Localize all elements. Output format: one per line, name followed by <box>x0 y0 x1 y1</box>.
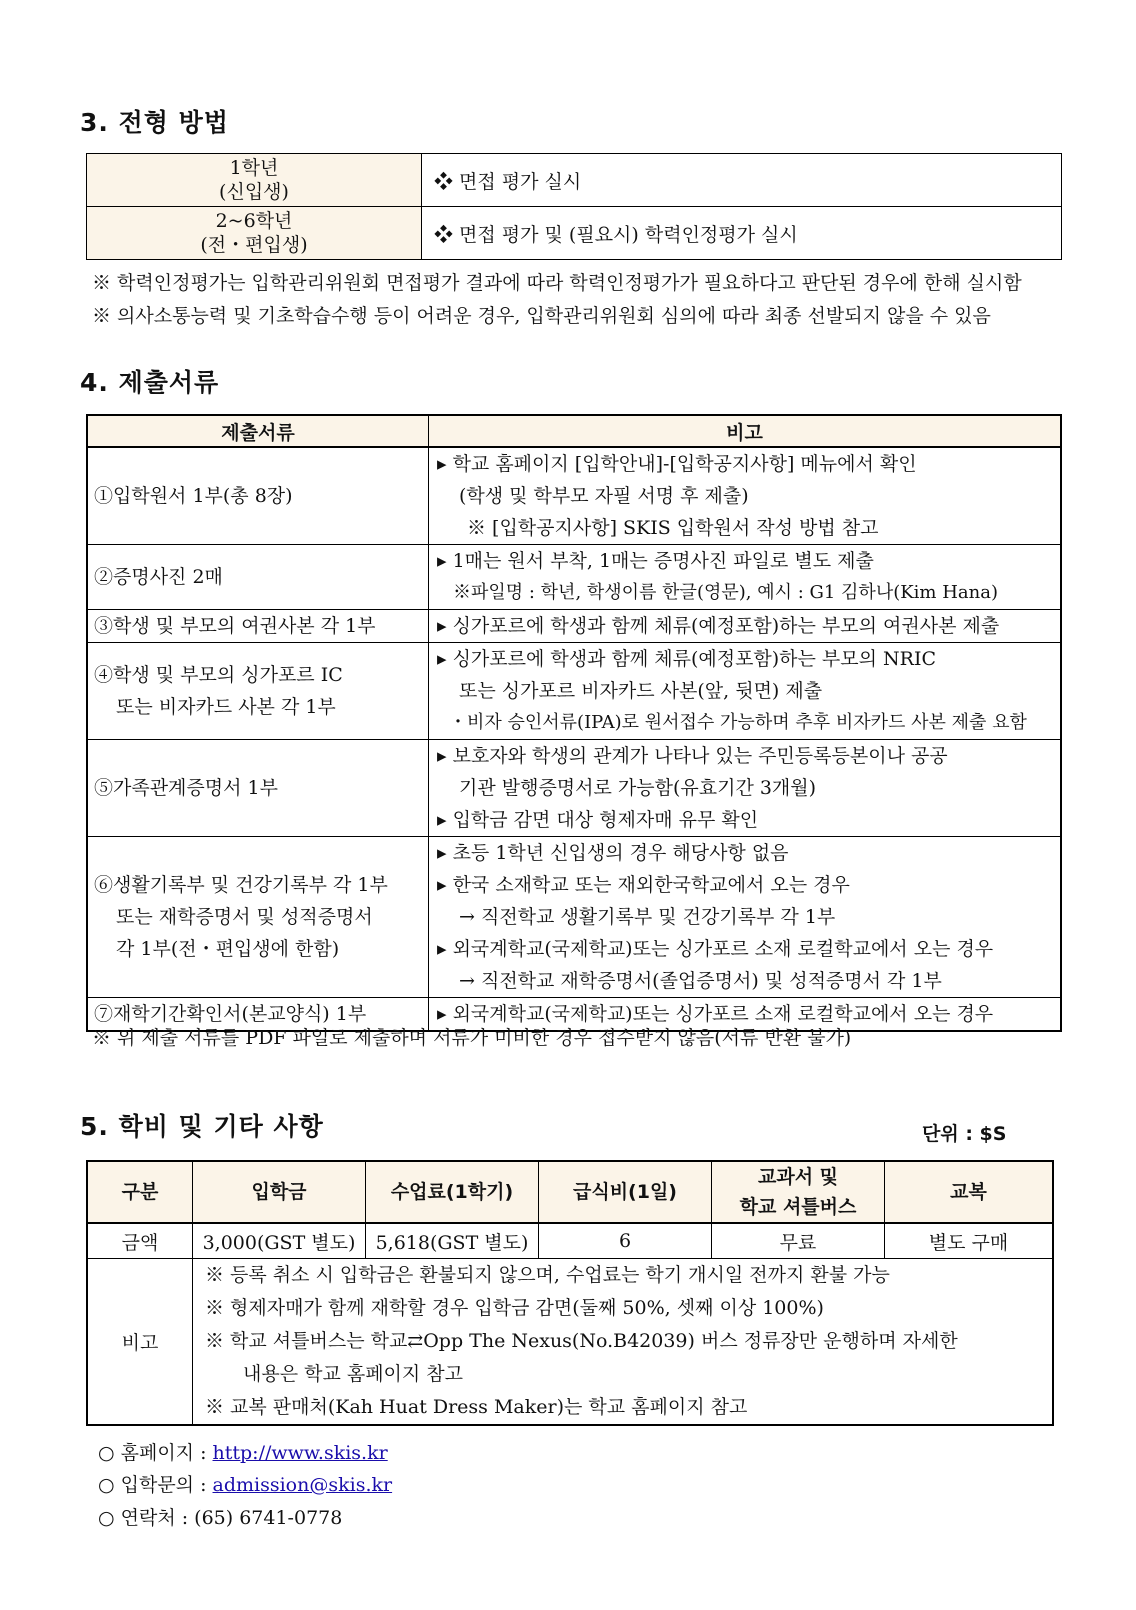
grade-label-line: (전・편입생) <box>200 234 308 256</box>
grade-label <box>87 207 422 260</box>
table-row <box>87 1223 1053 1259</box>
table-header-row <box>87 1161 1053 1223</box>
homepage-label: ○ 홈페이지 : <box>98 1442 213 1464</box>
section-4-heading: 4. 제출서류 <box>80 368 220 397</box>
column-header-line: 학교 셔틀버스 <box>739 1196 857 1218</box>
desc-line: 또는 싱가포르 비자카드 사본(앞, 뒷면) 제출 <box>459 680 823 702</box>
homepage-link[interactable]: http://www.skis.kr <box>212 1442 388 1464</box>
document-name-line: 또는 재학증명서 및 성적증명서 <box>116 906 373 928</box>
selection-value: ❖ 면접 평가 및 (필요시) 학력인정평가 실시 <box>422 207 1062 260</box>
document-name <box>87 643 429 740</box>
desc-line: → 직전학교 재학증명서(졸업증명서) 및 성적증명서 각 1부 <box>459 970 942 992</box>
desc-line: (학생 및 학부모 자필 서명 후 제출) <box>459 485 749 507</box>
document-desc <box>429 643 1062 740</box>
table-cell: 6 <box>539 1223 712 1259</box>
document-name-line: ⑤가족관계증명서 1부 <box>94 777 278 799</box>
desc-line: ▸ 싱가포르에 학생과 함께 체류(예정포함)하는 부모의 여권사본 제출 <box>437 615 1000 637</box>
remarks-label: 비고 <box>87 1259 193 1426</box>
section-3-note: ※ 학력인정평가는 입학관리위원회 면접평가 결과에 따라 학력인정평가가 필요하다고 판단된 경우에 한해 실시함 <box>92 272 1022 294</box>
desc-line: ▸ 입학금 감면 대상 형제자매 유무 확인 <box>437 809 759 831</box>
table-cell: 금액 <box>87 1223 193 1259</box>
currency-unit: 단위 : $S <box>922 1123 1007 1145</box>
desc-line: ▸ 한국 소재학교 또는 재외한국학교에서 오는 경우 <box>437 874 850 896</box>
desc-line: ※ [입학공지사항] SKIS 입학원서 작성 방법 참고 <box>467 517 879 539</box>
column-header: 수업료(1학기) <box>366 1161 539 1223</box>
document-desc <box>429 447 1062 545</box>
documents-table <box>86 414 1062 1032</box>
table-cell: 별도 구매 <box>885 1223 1054 1259</box>
document-name-line: ⑦재학기간확인서(본교양식) 1부 <box>94 1003 367 1025</box>
document-desc <box>429 545 1062 610</box>
column-header <box>712 1161 885 1223</box>
column-header: 급식비(1일) <box>539 1161 712 1223</box>
table-row <box>87 154 1062 207</box>
document-desc <box>429 740 1062 837</box>
document-name-line: ③학생 및 부모의 여권사본 각 1부 <box>94 615 376 637</box>
remarks-cell <box>193 1259 1054 1426</box>
selection-method-table <box>86 153 1062 260</box>
phone-line: ○ 연락처 : (65) 6741-0778 <box>98 1507 343 1529</box>
table-row <box>87 643 1061 740</box>
document-name <box>87 447 429 545</box>
desc-line: ▸ 1매는 원서 부착, 1매는 증명사진 파일로 별도 제출 <box>437 550 874 572</box>
column-header: 구분 <box>87 1161 193 1223</box>
document-desc <box>429 610 1062 643</box>
document-name <box>87 740 429 837</box>
table-row <box>87 837 1061 998</box>
document-name-line: ④학생 및 부모의 싱가포르 IC <box>94 664 343 686</box>
desc-line: ▸ 학교 홈페이지 [입학안내]-[입학공지사항] 메뉴에서 확인 <box>437 453 917 475</box>
document-name <box>87 545 429 610</box>
document-name <box>87 837 429 998</box>
grade-label-line: 2~6학년 <box>215 210 293 232</box>
table-cell: 3,000(GST 별도) <box>193 1223 366 1259</box>
section-4-note: ※ 위 제출 서류를 PDF 파일로 제출하며 서류가 미비한 경우 접수받지 않음(서류 반환 불가) <box>92 1027 852 1049</box>
section-5-heading: 5. 학비 및 기타 사항 <box>80 1112 324 1141</box>
desc-line: ▸ 외국계학교(국제학교)또는 싱가포르 소재 로컬학교에서 오는 경우 <box>437 938 994 960</box>
column-header: 교복 <box>885 1161 1054 1223</box>
desc-line: ▸ 외국계학교(국제학교)또는 싱가포르 소재 로컬학교에서 오는 경우 <box>437 1003 994 1025</box>
document-name-line: ⑥생활기록부 및 건강기록부 각 1부 <box>94 874 388 896</box>
column-header: 입학금 <box>193 1161 366 1223</box>
section-3-heading: 3. 전형 방법 <box>80 108 229 137</box>
table-row <box>87 740 1061 837</box>
desc-line: ▸ 보호자와 학생의 관계가 나타나 있는 주민등록등본이나 공공 <box>437 745 948 767</box>
table-row <box>87 447 1061 545</box>
document-name <box>87 610 429 643</box>
homepage-line <box>98 1438 388 1465</box>
admission-label: ○ 입학문의 : <box>98 1474 213 1496</box>
desc-line: → 직전학교 생활기록부 및 건강기록부 각 1부 <box>459 906 836 928</box>
table-cell: 무료 <box>712 1223 885 1259</box>
remark-line: ※ 학교 셔틀버스는 학교⇄Opp The Nexus(No.B42039) 버스 정류장만 운행하며 자세한 <box>205 1330 958 1352</box>
table-cell: 5,618(GST 별도) <box>366 1223 539 1259</box>
desc-line: ▸ 싱가포르에 학생과 함께 체류(예정포함)하는 부모의 NRIC <box>437 648 937 670</box>
document-name-line: 또는 비자카드 사본 각 1부 <box>116 696 336 718</box>
section-3-note: ※ 의사소통능력 및 기초학습수행 등이 어려운 경우, 입학관리위원회 심의에 따라 최종 선발되지 않을 수 있음 <box>92 305 991 327</box>
document-name-line: 각 1부(전・편입생에 한함) <box>116 938 340 960</box>
remark-line: 내용은 학교 홈페이지 참고 <box>243 1363 464 1385</box>
table-row <box>87 207 1062 260</box>
desc-line: ▸ 초등 1학년 신입생의 경우 해당사항 없음 <box>437 842 789 864</box>
selection-value: ❖ 면접 평가 실시 <box>422 154 1062 207</box>
desc-line: ・비자 승인서류(IPA)로 원서접수 가능하며 추후 비자카드 사본 제출 요함 <box>449 712 1027 733</box>
table-header-row <box>87 415 1061 447</box>
admission-email-link[interactable]: admission@skis.kr <box>212 1474 393 1496</box>
column-header-line: 교과서 및 <box>757 1166 839 1188</box>
table-row <box>87 610 1061 643</box>
fees-table <box>86 1160 1054 1426</box>
remark-line: ※ 형제자매가 함께 재학할 경우 입학금 감면(둘째 50%, 셋째 이상 100%) <box>205 1297 824 1319</box>
table-row <box>87 1259 1053 1426</box>
grade-label-line: (신입생) <box>219 181 289 203</box>
grade-label <box>87 154 422 207</box>
column-header: 비고 <box>429 415 1062 447</box>
desc-line: 기관 발행증명서로 가능함(유효기간 3개월) <box>459 777 817 799</box>
desc-line: ※파일명 : 학년, 학생이름 한글(영문), 예시 : G1 김하나(Kim Hana) <box>453 582 998 603</box>
remark-line: ※ 교복 판매처(Kah Huat Dress Maker)는 학교 홈페이지 참고 <box>205 1396 748 1418</box>
document-desc <box>429 837 1062 998</box>
document-name-line: ①입학원서 1부(총 8장) <box>94 485 293 507</box>
remark-line: ※ 등록 취소 시 입학금은 환불되지 않으며, 수업료는 학기 개시일 전까지 환불 가능 <box>205 1264 890 1286</box>
admission-line <box>98 1470 392 1497</box>
table-row <box>87 545 1061 610</box>
column-header: 제출서류 <box>87 415 429 447</box>
document-name-line: ②증명사진 2매 <box>94 566 223 588</box>
grade-label-line: 1학년 <box>229 157 279 179</box>
